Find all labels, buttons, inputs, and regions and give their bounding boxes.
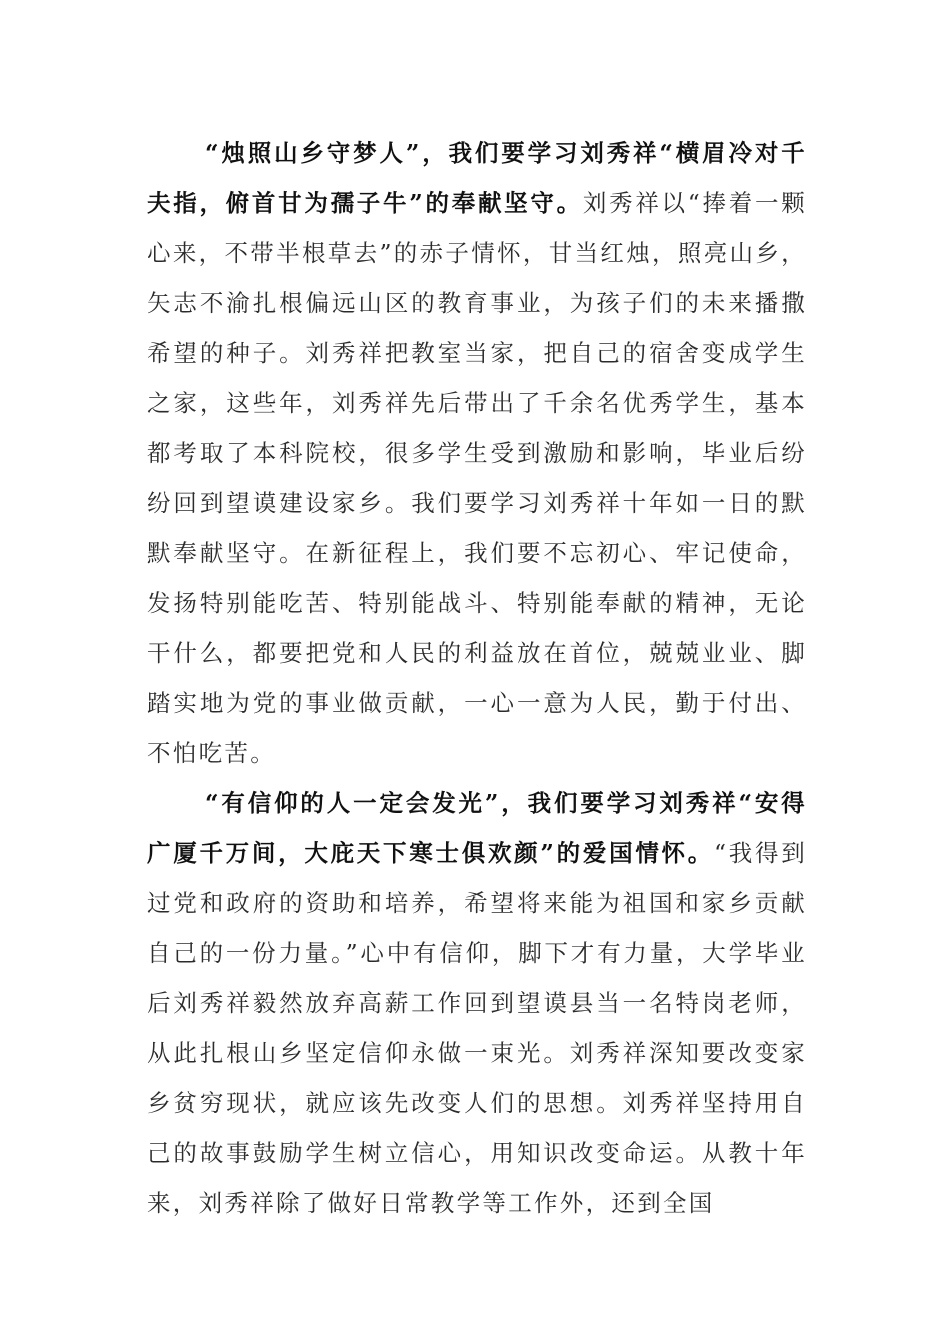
document-body	[147, 128, 807, 1228]
paragraph-1-body: 刘秀祥以“捧着一颗心来，不带半根草去”的赤子情怀，甘当红烛，照亮山乡，矢志不渝扎根偏远山区的教育事业，为孩子们的未来播撒希望的种子。刘秀祥把教室当家，把自己的宿舍变成学生之家，这些年，刘秀祥先后带出了千余名优秀学生，基本都考取了本科院校，很多学生受到激励和影响，毕业后纷纷回到望谟建设家乡。我们要学习刘秀祥十年如一日的默默奉献坚守。在新征程上，我们要不忘初心、牢记使命，发扬特别能吃苦、特别能战斗、特别能奉献的精神，无论干什么，都要把党和人民的利益放在首位，兢兢业业、脚踏实地为党的事业做贡献，一心一意为人民，勤于付出、不怕吃苦。	[147, 189, 807, 767]
paragraph-2	[147, 778, 807, 1228]
paragraph-1	[147, 128, 807, 778]
paragraph-1-lead: “烛照山乡守梦人”，我们要学习刘秀祥“横眉冷对千夫指，俯首甘为孺子牛”的奉献坚守。	[147, 139, 807, 217]
paragraph-2-lead: “有信仰的人一定会发光”，我们要学习刘秀祥“安得广厦千万间，大庇天下寒士俱欢颜”的爱国情怀。	[147, 789, 807, 867]
paragraph-2-body: “我得到过党和政府的资助和培养，希望将来能为祖国和家乡贡献自己的一份力量。”心中有信仰，脚下才有力量，大学毕业后刘秀祥毅然放弃高薪工作回到望谟县当一名特岗老师，从此扎根山乡坚定信仰永做一束光。刘秀祥深知要改变家乡贫穷现状，就应该先改变人们的思想。刘秀祥坚持用自己的故事鼓励学生树立信心，用知识改变命运。从教十年来，刘秀祥除了做好日常教学等工作外，还到全国	[147, 839, 807, 1217]
